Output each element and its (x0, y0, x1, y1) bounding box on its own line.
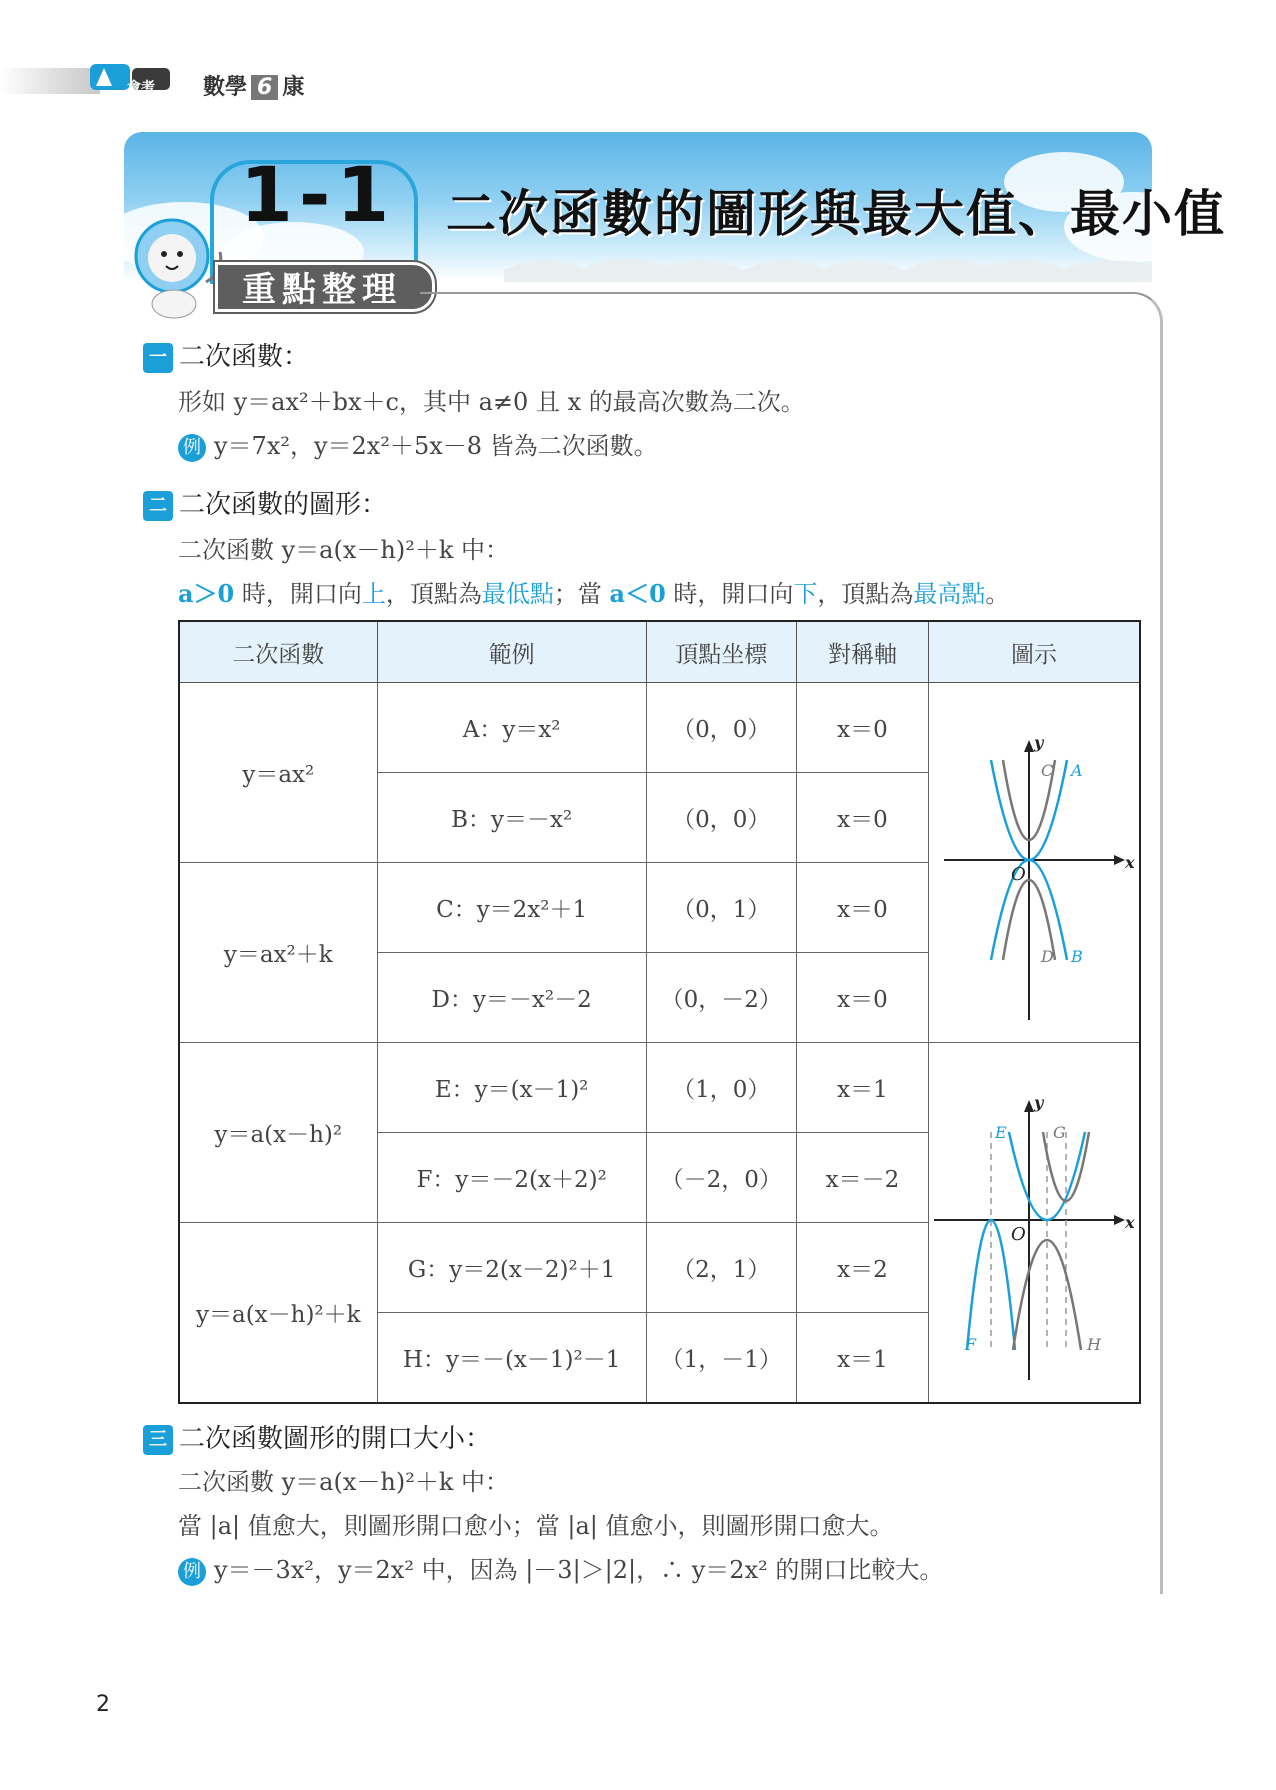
example-cell: H：y＝－(x－1)²－1 (377, 1313, 646, 1404)
example-badge: 例 (178, 1558, 206, 1586)
vertex-cell: （0，0） (646, 683, 796, 773)
graph-label-origin: O (1011, 1223, 1026, 1245)
rule-text-6: 。 (985, 580, 1010, 608)
section-1-title: 二次函數： (179, 342, 310, 372)
example-cell: A：y＝x² (377, 683, 646, 773)
table-row (179, 1043, 1140, 1133)
axis-cell: x＝1 (796, 1043, 928, 1133)
example-badge: 例 (178, 434, 206, 462)
rule-lowest: 最低點 (481, 580, 554, 608)
page-number: 2 (96, 1692, 110, 1717)
section-1-badge: 一 (143, 343, 173, 373)
graph-label-g: G (1053, 1122, 1066, 1142)
quadratic-table (178, 620, 1141, 1404)
section-1-definition: 形如 y＝ax²＋bx＋c，其中 a≠0 且 x 的最高次數為二次。 (178, 388, 805, 416)
form-cell: y＝a(x－h)²＋k (179, 1223, 377, 1404)
col-header-axis: 對稱軸 (796, 621, 928, 683)
section-2-intro: 二次函數 y＝a(x－h)²＋k 中： (178, 536, 510, 564)
graph-label-origin: O (1011, 863, 1026, 885)
section-3-heading (143, 1418, 491, 1455)
vertex-cell: （1，－1） (646, 1313, 796, 1404)
section-3-badge: 三 (143, 1425, 173, 1455)
y-axis-arrow-icon (1024, 1100, 1034, 1112)
vertex-cell: （2，1） (646, 1223, 796, 1313)
graph-label-d: D (1041, 946, 1054, 966)
publisher-name: 康 (282, 75, 305, 100)
section-2-badge: 二 (143, 491, 173, 521)
example-cell: E：y＝(x－1)² (377, 1043, 646, 1133)
graph-label-b: B (1071, 946, 1083, 966)
axis-cell: x＝1 (796, 1313, 928, 1404)
col-header-function: 二次函數 (179, 621, 377, 683)
rule-a-negative: a＜0 (609, 579, 666, 608)
rule-text-4: 時，開口向 (665, 580, 794, 608)
parabola-graph-efgh (929, 1050, 1139, 1390)
example-text: y＝7x²，y＝2x²＋5x－8 皆為二次函數。 (214, 432, 658, 460)
form-cell: y＝ax² (179, 683, 377, 863)
rule-text-1: 時，開口向 (234, 580, 362, 608)
vertex-cell: （0，1） (646, 863, 796, 953)
axis-cell: x＝0 (796, 863, 928, 953)
example-cell: F：y＝－2(x＋2)² (377, 1133, 646, 1223)
rule-up: 上 (361, 580, 386, 608)
form-cell: y＝ax²＋k (179, 863, 377, 1043)
col-header-vertex: 頂點坐標 (646, 621, 796, 683)
graph-label-x: x (1125, 852, 1135, 872)
graph-label-h: H (1087, 1334, 1101, 1354)
axis-cell: x＝0 (796, 773, 928, 863)
example-text: y＝－3x²，y＝2x² 中，因為 |－3|＞|2|，∴ y＝2x² 的開口比較大。 (214, 1556, 944, 1584)
axis-cell: x＝－2 (796, 1133, 928, 1223)
graph-label-c: C (1041, 760, 1054, 780)
section-3-example (178, 1550, 943, 1586)
section-3-title: 二次函數圖形的開口大小： (179, 1424, 492, 1454)
col-header-example: 範例 (377, 621, 646, 683)
table-header-row (179, 621, 1140, 683)
graph-label-y: y (1034, 732, 1044, 752)
axis-cell: x＝2 (796, 1223, 928, 1313)
vertex-cell: （0，0） (646, 773, 796, 863)
rule-a-positive: a＞0 (178, 579, 235, 608)
rule-text-5: ，頂點為 (817, 580, 914, 608)
graph-label-f: F (965, 1334, 977, 1354)
section-1-example (178, 426, 658, 462)
axis-cell: x＝0 (796, 683, 928, 773)
header-decoration-bar (0, 68, 100, 94)
col-header-graph: 圖示 (929, 621, 1141, 683)
section-2-title: 二次函數的圖形： (179, 490, 388, 520)
section-2-rule (178, 574, 1009, 609)
vertex-cell: （－2，0） (646, 1133, 796, 1223)
section-number: 1-1 (240, 150, 396, 239)
section-1-heading (143, 336, 309, 373)
y-axis-arrow-icon (1024, 740, 1034, 752)
graph-label-y: y (1034, 1092, 1044, 1112)
vertex-cell: （1，0） (646, 1043, 796, 1133)
axis-cell: x＝0 (796, 953, 928, 1043)
brand-name: 會考 (127, 80, 155, 96)
volume-number: 6 (251, 75, 278, 100)
vertex-cell: （0，－2） (646, 953, 796, 1043)
x-axis-arrow-icon (1114, 1215, 1125, 1225)
subject-name: 數學 (203, 75, 248, 100)
example-cell: B：y＝－x² (377, 773, 646, 863)
graph-label-a: A (1071, 760, 1083, 780)
section-3-rule: 當 |a| 值愈大，則圖形開口愈小；當 |a| 值愈小，則圖形開口愈大。 (178, 1512, 894, 1540)
form-cell: y＝a(x－h)² (179, 1043, 377, 1223)
section-2-heading (143, 484, 387, 521)
graph-label-x: x (1125, 1212, 1135, 1232)
rule-down: 下 (793, 580, 818, 608)
key-points-tag: 重點整理 (215, 262, 435, 312)
graph-cell-1 (929, 683, 1141, 1043)
parabola-graph-abcd (929, 690, 1139, 1030)
x-axis-arrow-icon (1114, 855, 1125, 865)
table-row (179, 683, 1140, 773)
example-cell: D：y＝－x²－2 (377, 953, 646, 1043)
book-title (127, 70, 305, 101)
rule-text-3: ；當 (553, 580, 610, 608)
section-title: 二次函數的圖形與最大值、最小值 (446, 185, 1226, 243)
example-cell: G：y＝2(x－2)²＋1 (377, 1223, 646, 1313)
section-3-intro: 二次函數 y＝a(x－h)²＋k 中： (178, 1468, 510, 1496)
rule-text-2: ，頂點為 (385, 580, 482, 608)
rule-highest: 最高點 (913, 580, 986, 608)
example-cell: C：y＝2x²＋1 (377, 863, 646, 953)
graph-cell-2 (929, 1043, 1141, 1404)
graph-label-e: E (995, 1122, 1007, 1142)
